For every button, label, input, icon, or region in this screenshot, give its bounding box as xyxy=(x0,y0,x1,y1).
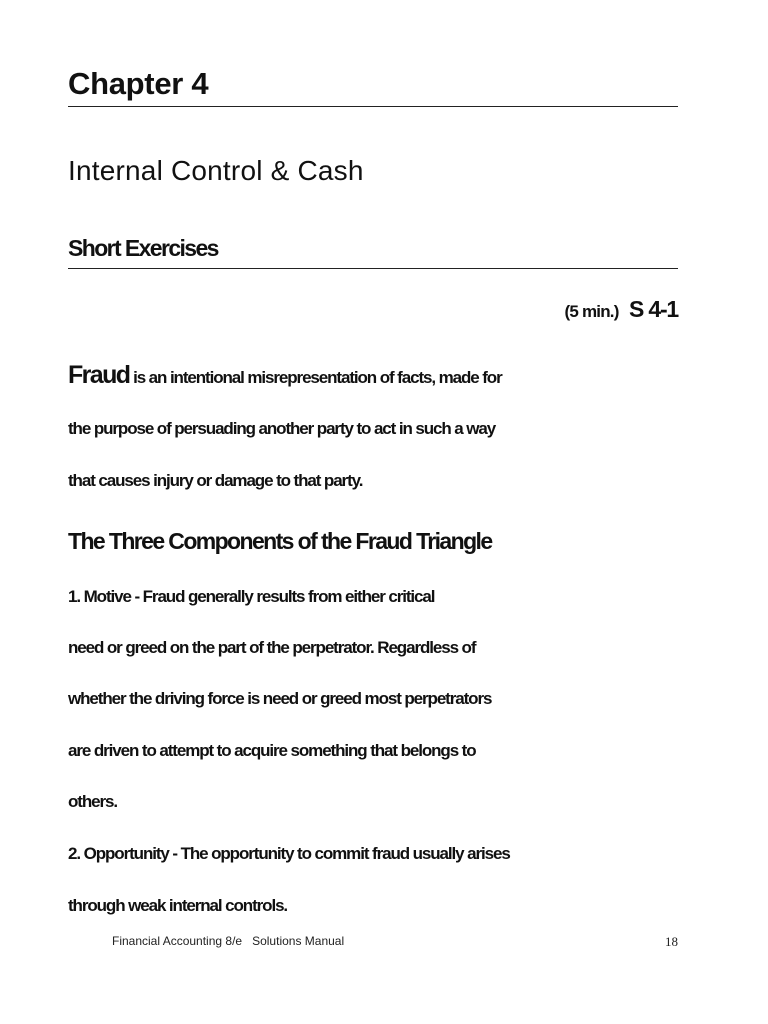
body-line-4: are driven to attempt to acquire something that belongs to xyxy=(68,741,476,760)
body-line-2: need or greed on the part of the perpetrator. Regardless of xyxy=(68,638,476,657)
chapter-title: Chapter 4 xyxy=(68,66,209,101)
body-line-6: 2. Opportunity - The opportunity to commit fraud usually arises xyxy=(68,844,510,863)
fraud-triangle-heading: The Three Components of the Fraud Triangle xyxy=(68,528,492,554)
definition-line-1 xyxy=(68,361,502,390)
footer-text: Financial Accounting 8/e Solutions Manual xyxy=(112,934,345,948)
exercise-reference xyxy=(565,296,678,323)
exercise-number: S 4-1 xyxy=(629,296,678,322)
body-line-7: through weak internal controls. xyxy=(68,896,288,915)
document-page xyxy=(68,0,678,1024)
page-number: 18 xyxy=(665,934,678,949)
body-line-5: others. xyxy=(68,792,117,811)
definition-line-2: the purpose of persuading another party to act in such a way xyxy=(68,419,496,438)
fraud-term: Fraud xyxy=(68,361,130,389)
definition-text: is an intentional misrepresentation of facts, made for xyxy=(129,368,502,387)
exercises-heading: Short Exercises xyxy=(68,235,218,261)
chapter-divider xyxy=(68,106,678,107)
exercises-divider xyxy=(68,268,678,269)
definition-line-3: that causes injury or damage to that party. xyxy=(68,471,363,490)
body-line-3: whether the driving force is need or greed most perpetrators xyxy=(68,689,492,708)
section-title: Internal Control & Cash xyxy=(68,155,364,186)
body-line-1: 1. Motive - Fraud generally results from either critical xyxy=(68,587,435,606)
exercise-time: (5 min.) xyxy=(564,302,619,321)
